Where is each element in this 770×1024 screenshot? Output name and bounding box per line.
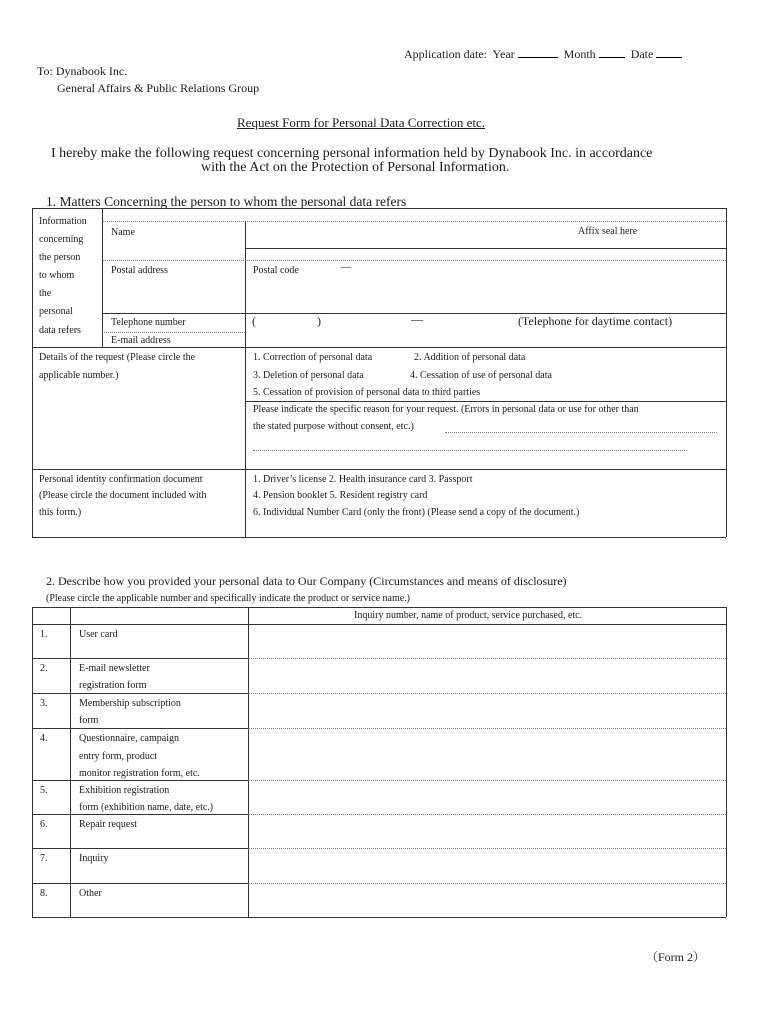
application-date-label: Application date: — [404, 47, 487, 61]
row-label — [79, 730, 200, 783]
row-number[interactable]: 5. — [40, 785, 48, 796]
telephone-label: Telephone number — [111, 317, 186, 328]
row-number[interactable]: 2. — [40, 663, 48, 674]
row-label-line: form — [79, 715, 99, 726]
row-label-line: Membership subscription — [79, 698, 181, 709]
date-label: Date — [630, 47, 654, 61]
row-label-line: User card — [79, 629, 118, 640]
person-info-label-line: to whom — [39, 270, 75, 282]
postal-address-field[interactable] — [247, 262, 725, 312]
id-doc-options-line-2[interactable]: 4. Pension booklet 5. Resident registry card — [253, 490, 428, 501]
row-label — [79, 782, 213, 816]
row-label-line: Inquiry — [79, 853, 109, 864]
row-answer-field[interactable] — [250, 850, 724, 882]
row-number[interactable]: 4. — [40, 733, 48, 744]
row-answer-field[interactable] — [250, 816, 724, 847]
row-label-line: Other — [79, 888, 102, 899]
row-label-line: form (exhibition name, date, etc.) — [79, 802, 214, 813]
reason-field[interactable] — [253, 434, 723, 466]
row-label-line: Repair request — [79, 819, 138, 830]
tel-open-paren: ( — [252, 314, 256, 328]
row-label-line: Exhibition registration — [79, 785, 170, 796]
intro-line-1: I hereby make the following request concerning personal information held by Dynabook Inc. in accordance — [51, 146, 653, 161]
request-option-4[interactable]: 4. Cessation of use of personal data — [410, 370, 552, 381]
row-label-line: registration form — [79, 680, 147, 691]
details-label-line-2: applicable number.) — [39, 370, 119, 381]
tel-area-code-field[interactable] — [262, 315, 316, 331]
row-label — [79, 850, 108, 867]
row-label-line: entry form, product — [79, 750, 158, 762]
id-doc-options-line-1[interactable]: 1. Driver’s license 2. Health insurance card 3. Passport — [253, 474, 473, 485]
row-answer-field[interactable] — [250, 626, 724, 657]
tel-number-field[interactable] — [425, 315, 515, 331]
person-info-label-line: concerning — [39, 234, 84, 246]
row-label-line: monitor registration form, etc. — [79, 768, 200, 779]
postal-code-label: Postal code — [253, 265, 299, 276]
row-number[interactable]: 7. — [40, 853, 48, 864]
row-answer-field[interactable] — [250, 730, 724, 779]
person-info-label-line: personal — [39, 306, 73, 318]
postal-address-label: Postal address — [111, 265, 168, 276]
details-label-line-1: Details of the request (Please circle the — [39, 352, 196, 363]
person-info-label-line: the person — [39, 252, 81, 264]
row-label — [79, 885, 102, 902]
row-label-line: E-mail newsletter — [79, 663, 150, 674]
row-number[interactable]: 8. — [40, 888, 48, 899]
date-blank[interactable] — [656, 46, 682, 58]
person-info-label-line: the — [39, 288, 52, 300]
row-label — [79, 816, 137, 833]
person-info-label — [39, 213, 87, 340]
recipient-department: General Affairs & Public Relations Group — [57, 81, 260, 95]
request-option-2[interactable]: 2. Addition of personal data — [414, 352, 526, 363]
request-option-5[interactable]: 5. Cessation of provision of personal data to third parties — [253, 387, 481, 398]
form-number: （Form 2） — [646, 950, 706, 964]
request-option-1[interactable]: 1. Correction of personal data — [253, 352, 373, 363]
postal-code-dash: — — [341, 262, 351, 273]
request-option-3[interactable]: 3. Deletion of personal data — [253, 370, 364, 381]
month-label: Month — [563, 47, 596, 61]
row-answer-field[interactable] — [250, 885, 724, 916]
row-label — [79, 695, 181, 729]
email-label: E-mail address — [111, 335, 171, 346]
name-label: Name — [111, 227, 135, 238]
year-label: Year — [492, 47, 515, 61]
month-blank[interactable] — [599, 46, 625, 58]
section-2-heading: 2. Describe how you provided your personal data to Our Company (Circumstances and means of disclosure) — [46, 574, 567, 588]
section-2-subheading: (Please circle the applicable number and specifically indicate the product or service name.) — [46, 593, 411, 604]
application-date-line — [404, 46, 682, 62]
row-answer-field[interactable] — [250, 660, 724, 692]
row-label — [79, 660, 150, 694]
row-number[interactable]: 6. — [40, 819, 48, 830]
intro-line-2: with the Act on the Protection of Personal Information. — [201, 160, 510, 175]
reason-instruction-line-1: Please indicate the specific reason for your request. (Errors in personal data or use for other than — [253, 404, 639, 415]
row-label-line: Questionnaire, campaign — [79, 733, 179, 744]
email-field[interactable] — [247, 333, 725, 346]
year-blank[interactable] — [518, 46, 558, 58]
id-doc-label-line-2: (Please circle the document included with — [39, 490, 207, 501]
name-field[interactable] — [247, 222, 725, 247]
person-info-label-line: Information — [39, 216, 87, 227]
tel-prefix-field[interactable] — [330, 315, 408, 331]
section-1-heading: 1. Matters Concerning the person to whom the personal data refers — [46, 194, 407, 209]
row-label — [79, 626, 118, 643]
tel-close-paren: ) — [317, 314, 321, 328]
row-answer-field[interactable] — [250, 695, 724, 727]
row-number[interactable]: 3. — [40, 698, 48, 709]
reason-instruction-line-2: the stated purpose without consent, etc.) — [253, 421, 414, 432]
id-doc-label-line-1: Personal identity confirmation document — [39, 474, 203, 485]
column-header-inquiry: Inquiry number, name of product, service purchased, etc. — [354, 610, 583, 621]
id-doc-label-line-3: this form.) — [39, 507, 82, 518]
id-doc-options-line-3[interactable]: 6. Individual Number Card (only the front) (Please send a copy of the document.) — [253, 507, 580, 518]
tel-daytime-note: (Telephone for daytime contact) — [518, 314, 673, 328]
tel-dash: — — [411, 312, 423, 326]
seal-label: Affix seal here — [578, 226, 638, 237]
form-title: Request Form for Personal Data Correction etc. — [237, 115, 486, 130]
row-answer-field[interactable] — [250, 782, 724, 813]
row-number[interactable]: 1. — [40, 629, 48, 640]
recipient-company: To: Dynabook Inc. — [37, 64, 128, 78]
person-info-label-line: data refers — [39, 324, 81, 336]
